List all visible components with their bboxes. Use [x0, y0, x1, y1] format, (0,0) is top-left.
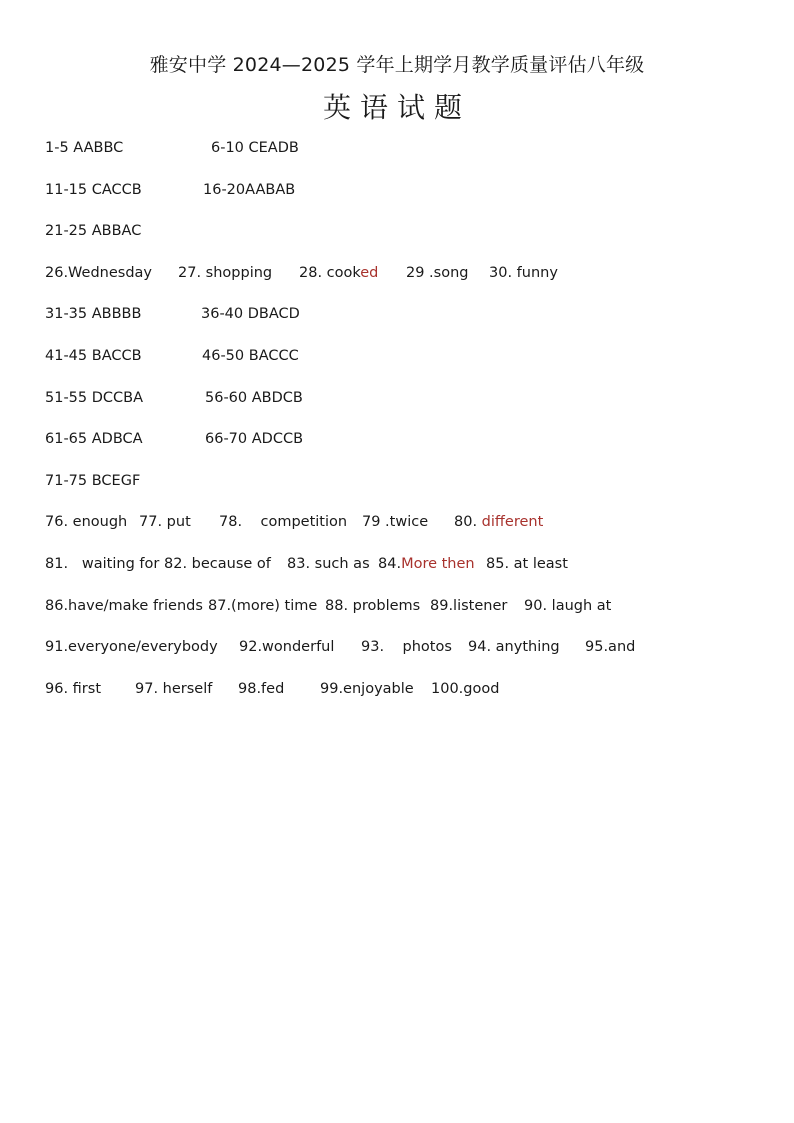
page-subtitle: 英语试题 [322, 91, 471, 124]
answer-text: 80. [454, 514, 482, 530]
answer-item [45, 263, 152, 283]
answer-text: 95.and [585, 639, 636, 655]
answer-text: 94. anything [468, 639, 560, 655]
answer-highlight: More then [401, 556, 475, 572]
answer-row [0, 346, 794, 366]
answer-item [45, 679, 101, 699]
answer-item [486, 554, 568, 574]
answer-item [45, 637, 218, 657]
answer-row [0, 138, 794, 158]
answer-item [164, 554, 271, 574]
answer-text: 87.(more) time [208, 598, 318, 614]
answer-item [205, 388, 303, 408]
answer-text: 31-35 ABBBB [45, 306, 142, 322]
answer-item [45, 429, 143, 449]
answer-item [468, 637, 560, 657]
answer-item [211, 138, 299, 158]
answer-item [45, 512, 127, 532]
answer-item [202, 346, 299, 366]
answer-text: 28. cook [299, 265, 361, 281]
answer-text: 89.listener [430, 598, 508, 614]
answer-item [45, 221, 141, 241]
answer-item [178, 263, 272, 283]
answer-text: 83. such as [287, 556, 370, 572]
answer-text: 56-60 ABDCB [205, 390, 303, 406]
answer-item [219, 512, 347, 532]
answer-item [45, 388, 143, 408]
answer-text: 26.Wednesday [45, 265, 153, 281]
answer-text: 78. competition [219, 514, 348, 530]
answer-item [238, 679, 284, 699]
answer-text: 90. laugh at [524, 598, 612, 614]
answer-text: 88. problems [325, 598, 421, 614]
answer-text: 85. at least [486, 556, 568, 572]
answer-text: 91.everyone/everybody [45, 639, 218, 655]
answer-text: 29 .song [406, 265, 469, 281]
answer-text: 98.fed [238, 681, 285, 697]
answer-row [0, 221, 794, 241]
answer-item [406, 263, 469, 283]
answer-row [0, 429, 794, 449]
answer-row [0, 554, 794, 574]
answer-text: 16-20AABAB [203, 182, 296, 198]
answer-item [287, 554, 370, 574]
answer-item [45, 138, 123, 158]
answer-row [0, 304, 794, 324]
answer-item [201, 304, 300, 324]
answer-text: 27. shopping [178, 265, 273, 281]
answer-text: 51-55 DCCBA [45, 390, 144, 406]
answer-item [45, 554, 159, 574]
answer-text: 76. enough [45, 514, 128, 530]
answer-text: 11-15 CACCB [45, 182, 142, 198]
page-title: 雅安中学 2024—2025 学年上期学月教学质量评估八年级 [149, 54, 645, 76]
answer-item [431, 679, 499, 699]
answer-item [45, 304, 141, 324]
answer-item [239, 637, 334, 657]
answer-item [45, 471, 140, 491]
answer-item [135, 679, 212, 699]
answer-item [454, 512, 543, 532]
answer-item [45, 346, 142, 366]
answer-item [139, 512, 191, 532]
answer-row [0, 679, 794, 699]
answer-text: 81. waiting for [45, 556, 160, 572]
answer-item [362, 512, 428, 532]
answer-text: 61-65 ADBCA [45, 431, 143, 447]
answer-text: 79 .twice [362, 514, 429, 530]
answer-item [320, 679, 414, 699]
answer-item [430, 596, 507, 616]
answer-text: 77. put [139, 514, 191, 530]
answer-text: 66-70 ADCCB [205, 431, 304, 447]
answer-item [378, 554, 475, 574]
answer-text: 6-10 CEADB [211, 140, 299, 156]
answer-item [489, 263, 558, 283]
answer-text: 1-5 AABBC [45, 140, 124, 156]
answer-text: 41-45 BACCB [45, 348, 142, 364]
answer-row [0, 180, 794, 200]
answer-item [361, 637, 452, 657]
answer-item [524, 596, 611, 616]
answer-text: 21-25 ABBAC [45, 223, 142, 239]
answer-row [0, 637, 794, 657]
answer-item [205, 429, 303, 449]
answer-text: 93. photos [361, 639, 452, 655]
answer-text: 97. herself [135, 681, 213, 697]
answer-text: 30. funny [489, 265, 558, 281]
answer-row [0, 471, 794, 491]
answer-highlight: different [481, 514, 544, 530]
answer-item [45, 180, 142, 200]
answer-row [0, 388, 794, 408]
answer-text: 82. because of [164, 556, 271, 572]
answer-item [45, 596, 203, 616]
answer-text: 100.good [431, 681, 500, 697]
answer-text: 46-50 BACCC [202, 348, 299, 364]
answer-text: 71-75 BCEGF [45, 473, 141, 489]
answer-text: 96. first [45, 681, 102, 697]
answer-text: 86.have/make friends [45, 598, 203, 614]
answer-row [0, 263, 794, 283]
answer-item [203, 180, 295, 200]
answer-text: 92.wonderful [239, 639, 335, 655]
answer-row [0, 512, 794, 532]
answer-text: 99.enjoyable [320, 681, 414, 697]
answer-item [299, 263, 378, 283]
answer-item [208, 596, 317, 616]
answer-row [0, 596, 794, 616]
answer-item [585, 637, 635, 657]
answer-item [325, 596, 420, 616]
answer-text: 84. [378, 556, 402, 572]
answer-highlight: ed [360, 265, 379, 281]
answer-text: 36-40 DBACD [201, 306, 300, 322]
